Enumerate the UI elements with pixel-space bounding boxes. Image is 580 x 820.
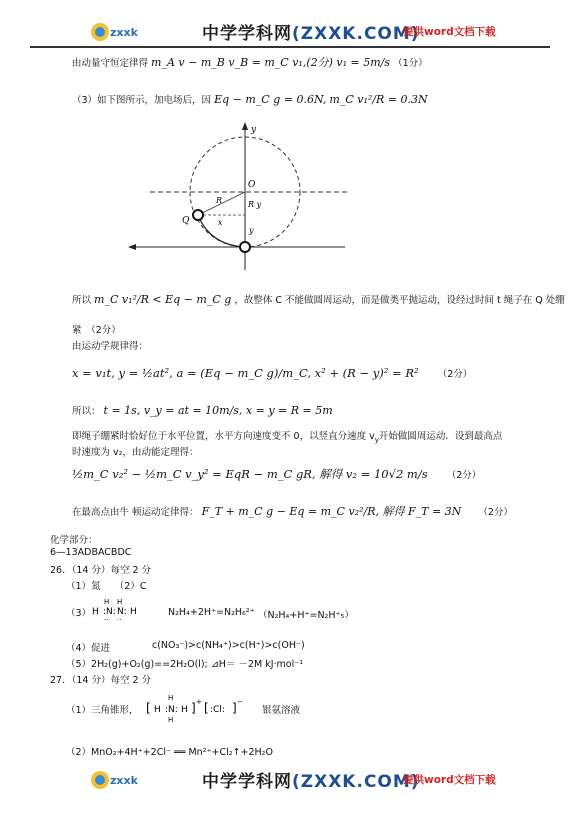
kinematics-label: 由运动学规律得： <box>72 341 149 352</box>
svg-text:]: ] <box>191 701 196 715</box>
hydrazine-electron-dot <box>90 596 150 624</box>
label-y-seg: y <box>249 226 254 235</box>
energy-equation: ½m_C v₂² − ½m_C v_y² = EqR − m_C gR, 解得 v₂ = 10√2 m/s <box>72 467 428 481</box>
svg-text::N:: :N: <box>103 607 116 617</box>
q27-part1: （1）三角锥形， <box>66 705 139 716</box>
q27-part1-tail: 银氨溶液 <box>262 705 301 716</box>
footer-site-cn: 中学学科网 <box>202 772 292 792</box>
header-site-title <box>202 19 420 44</box>
svg-text:H: H <box>104 598 110 606</box>
newton-equation: F_T + m_C g − Eq = m_C v₂²/R, 解得 F_T = 3N <box>201 505 462 518</box>
svg-text:N:: N: <box>117 607 127 617</box>
svg-text:[: [ <box>204 701 209 715</box>
svg-text:zxxk: zxxk <box>110 774 138 787</box>
field-equation-1: Eq − m_C g = 0.6N, <box>214 93 327 106</box>
footer-download-link[interactable]: 提供word文档下载 <box>403 774 496 786</box>
header-site-en: (ZXXK.COM) <box>292 24 420 44</box>
svg-text:H: H <box>117 598 123 606</box>
svg-text:H: H <box>181 705 188 715</box>
svg-text:··: ·· <box>117 616 122 624</box>
svg-text:]: ] <box>232 701 237 715</box>
svg-text:H: H <box>168 694 174 702</box>
svg-text:··: ·· <box>104 616 109 624</box>
svg-text:H: H <box>92 607 99 617</box>
label-y-axis: y <box>251 125 257 135</box>
svg-text:H: H <box>168 716 174 724</box>
svg-text::N:: :N: <box>165 705 178 715</box>
q26-part1-2: （1）氮 （2）C <box>66 581 147 592</box>
footer-logo-icon <box>88 766 148 792</box>
svg-text:H: H <box>130 607 137 617</box>
momentum-score: （1分） <box>393 58 428 69</box>
q27-title: 27．（14 分）每空 2 分 <box>50 675 152 686</box>
q26-part3-eq1: N₂H₄+2H⁺=N₂H₆²⁺ <box>168 607 255 618</box>
label-O: O <box>248 180 256 190</box>
label-Q: Q <box>182 216 190 226</box>
header-logo[interactable] <box>88 18 148 44</box>
header-download-link[interactable]: 提供word文档下载 <box>403 26 496 38</box>
svg-text:+: + <box>196 698 202 706</box>
result-values: t = 1s, v_y = at = 10m/s, x = y = R = 5m <box>103 404 333 417</box>
energy-theorem-label: 时速度为 v₂，由动能定理得： <box>72 447 199 458</box>
kinematics-score: （2分） <box>437 369 473 380</box>
ammonium-chloride-structure <box>146 690 246 724</box>
field-equation-2: m_C v₁²/R = 0.3N <box>329 93 428 106</box>
q26-part5: （5）2H₂(g)+O₂(g)==2H₂O(l); ⊿H＝ －2M kJ·mol⁻¹ <box>66 659 304 670</box>
footer-site-title <box>202 767 420 792</box>
compare-inequality: m_C v₁²/R < Eq − m_C g <box>94 293 232 306</box>
svg-text::Cl:: :Cl: <box>210 705 225 715</box>
momentum-label: 由动量守恒定律得 <box>72 58 149 69</box>
taut-explanation: 即绳子绷紧时恰好位于水平位置，水平方向速度变不 0，以竖直分速度 v <box>72 431 375 442</box>
field-label: （3）如下图所示，加电场后，因 <box>72 95 212 106</box>
taut-explanation-b: 开始做圆周运动．设到最高点 <box>378 431 503 442</box>
projectile-explanation: ，故整体 C 不能做圆周运动，而是做类平抛运动，设经过时间 t 绳子在 Q 处绷 <box>234 295 565 306</box>
q26-part4-order: c(NO₃⁻)>c(NH₄⁺)>c(H⁺)>c(OH⁻) <box>152 640 305 651</box>
svg-text:[: [ <box>146 701 151 715</box>
svg-text:zxxk: zxxk <box>110 26 138 39</box>
newton-score: （2分） <box>478 507 513 518</box>
q26-part3-eq2: （N₂H₄+H⁺=N₂H⁺₅） <box>258 610 354 621</box>
energy-score: （2分） <box>446 470 482 481</box>
kinematics-equations: x = v₁t, y = ½at², a = (Eq − m_C g)/m_C, x² + (R − y)² = R² <box>72 366 419 380</box>
taut-score: 紧 （2分） <box>72 325 121 336</box>
label-x: x <box>218 218 223 227</box>
therefore-label: 所以 <box>72 295 92 306</box>
label-R-y: R y <box>248 200 262 209</box>
label-R: R <box>216 196 223 205</box>
q26-part4: （4）促进 <box>66 643 111 654</box>
chemistry-title: 化学部分： <box>50 535 98 546</box>
multiple-choice-answers: 6—13ADBACBDC <box>50 547 132 558</box>
svg-text:−: − <box>237 698 243 706</box>
result-label: 所以： <box>72 406 101 417</box>
header-site-cn: 中学学科网 <box>202 24 292 44</box>
logo-icon <box>88 18 148 44</box>
newton-label: 在最高点由牛 顿运动定律得： <box>72 507 199 518</box>
footer-site-en: (ZXXK.COM) <box>292 772 420 792</box>
momentum-equation: m_A v − m_B v_B = m_C v₁,(2分) v₁ = 5m/s <box>151 56 391 69</box>
svg-text:H: H <box>154 705 161 715</box>
q27-part2: （2）MnO₂+4H⁺+2Cl⁻ ══ Mn²⁺+Cl₂↑+2H₂O <box>66 747 273 758</box>
q26-part3-label: （3） <box>66 608 92 619</box>
circle-motion-diagram <box>120 120 350 280</box>
footer-logo[interactable] <box>88 766 148 792</box>
q26-title: 26．（14 分）每空 2 分 <box>50 565 152 576</box>
